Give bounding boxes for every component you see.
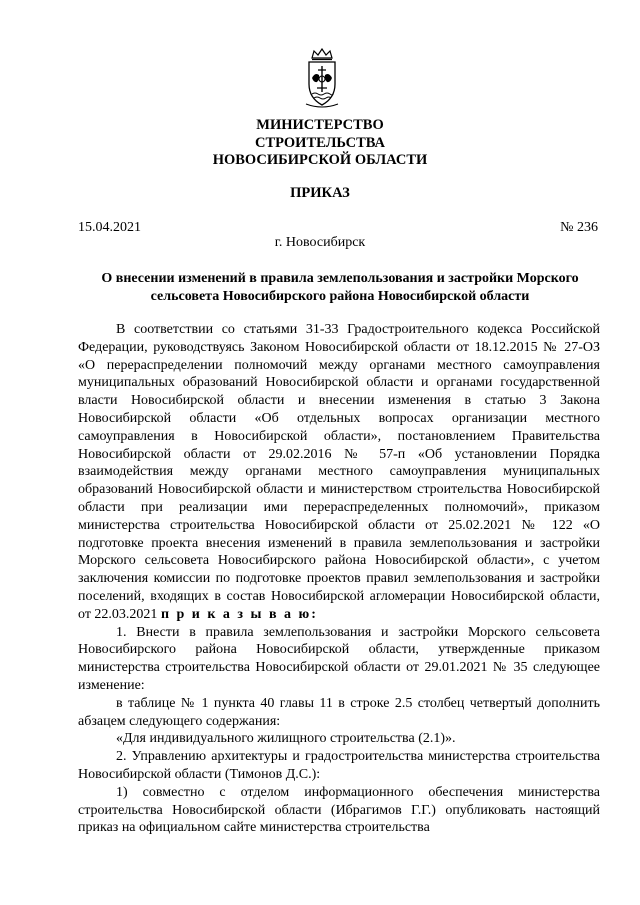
body-paragraph: 1. Внести в правила землепользования и застройки Морского сельсовета Новосибирского района Новосибирской области, утвержденные приказом министерства строительства Новосибирской области от 29.01.2021 № 35 следующее изменение: [78,624,600,693]
ministry-line-1: МИНИСТЕРСТВО [256,117,384,133]
document-date: 15.04.2021 [78,220,141,235]
body-paragraph: 1) совместно с отделом информационного обеспечения министерства строительства Новосибирской области (Ибрагимов Г.Г.) опубликовать настоящий приказ на официальном сайте министерства строительства [78,784,600,836]
ministry-line-3: НОВОСИБИРСКОЙ ОБЛАСТИ [212,152,428,168]
document-subject [70,270,610,306]
document-city: г. Новосибирск [274,235,366,250]
paragraph-text: В соответствии со статьями 31-33 Градостроительного кодекса Российской Федерации, руководствуясь Законом Новосибирской области от 18.12.2015 № 27-ОЗ «О перераспределении полномочий между органами местного самоуправления муниципальных образований Новосибирской области и органами государственной власти Новосибирской области и внесении изменения в статью 3 Закона Новосибирской области «Об отдельных вопросах организации местного самоуправления в Новосибирской области», постановлением Правительства Новосибирской области от 29.02.2016 № 57-п «Об установлении Порядка взаимодействия между органами местного самоуправления муниципальных образований Новосибирской области и министерством строительства Новосибирской области при реализации ими перераспределенных полномочий», приказом министерства строительства Новосибирской области от 25.02.2021 № 122 «О подготовке проекта внесения изменений в правила землепользования и застройки Морского сельсовета Новосибирского района Новосибирской области», с учетом заключения комиссии по подготовке проектов правил землепользования и застройки поселений, входящих в состав Новосибирской агломерации Новосибирской области, от 22.03.2021 [78,322,600,622]
body-paragraph: «Для индивидуального жилищного строительства (2.1)». [116,731,456,747]
ministry-line-2: СТРОИТЕЛЬСТВА [254,134,386,151]
subject-line-2: сельсовета Новосибирского района Новосибирской области [150,289,530,304]
document-body [78,321,600,837]
body-paragraph: в таблице № 1 пункта 40 главы 11 в строке 2.5 столбец четвертый дополнить абзацем следующего содержания: [78,695,600,729]
subject-line-1: О внесении изменений в правила землепользования и застройки Морского [101,271,579,286]
body-paragraph: 2. Управлению архитектуры и градостроительства министерства строительства Новосибирской области (Тимонов Д.С.): [78,749,600,782]
coat-of-arms-icon [303,48,341,110]
document-type-title: ПРИКАЗ [290,185,350,201]
document-number: № 236 [560,220,598,235]
ministry-name [0,117,640,170]
body-paragraph [78,321,600,624]
order-word: п р и к а з ы в а ю: [160,606,318,622]
